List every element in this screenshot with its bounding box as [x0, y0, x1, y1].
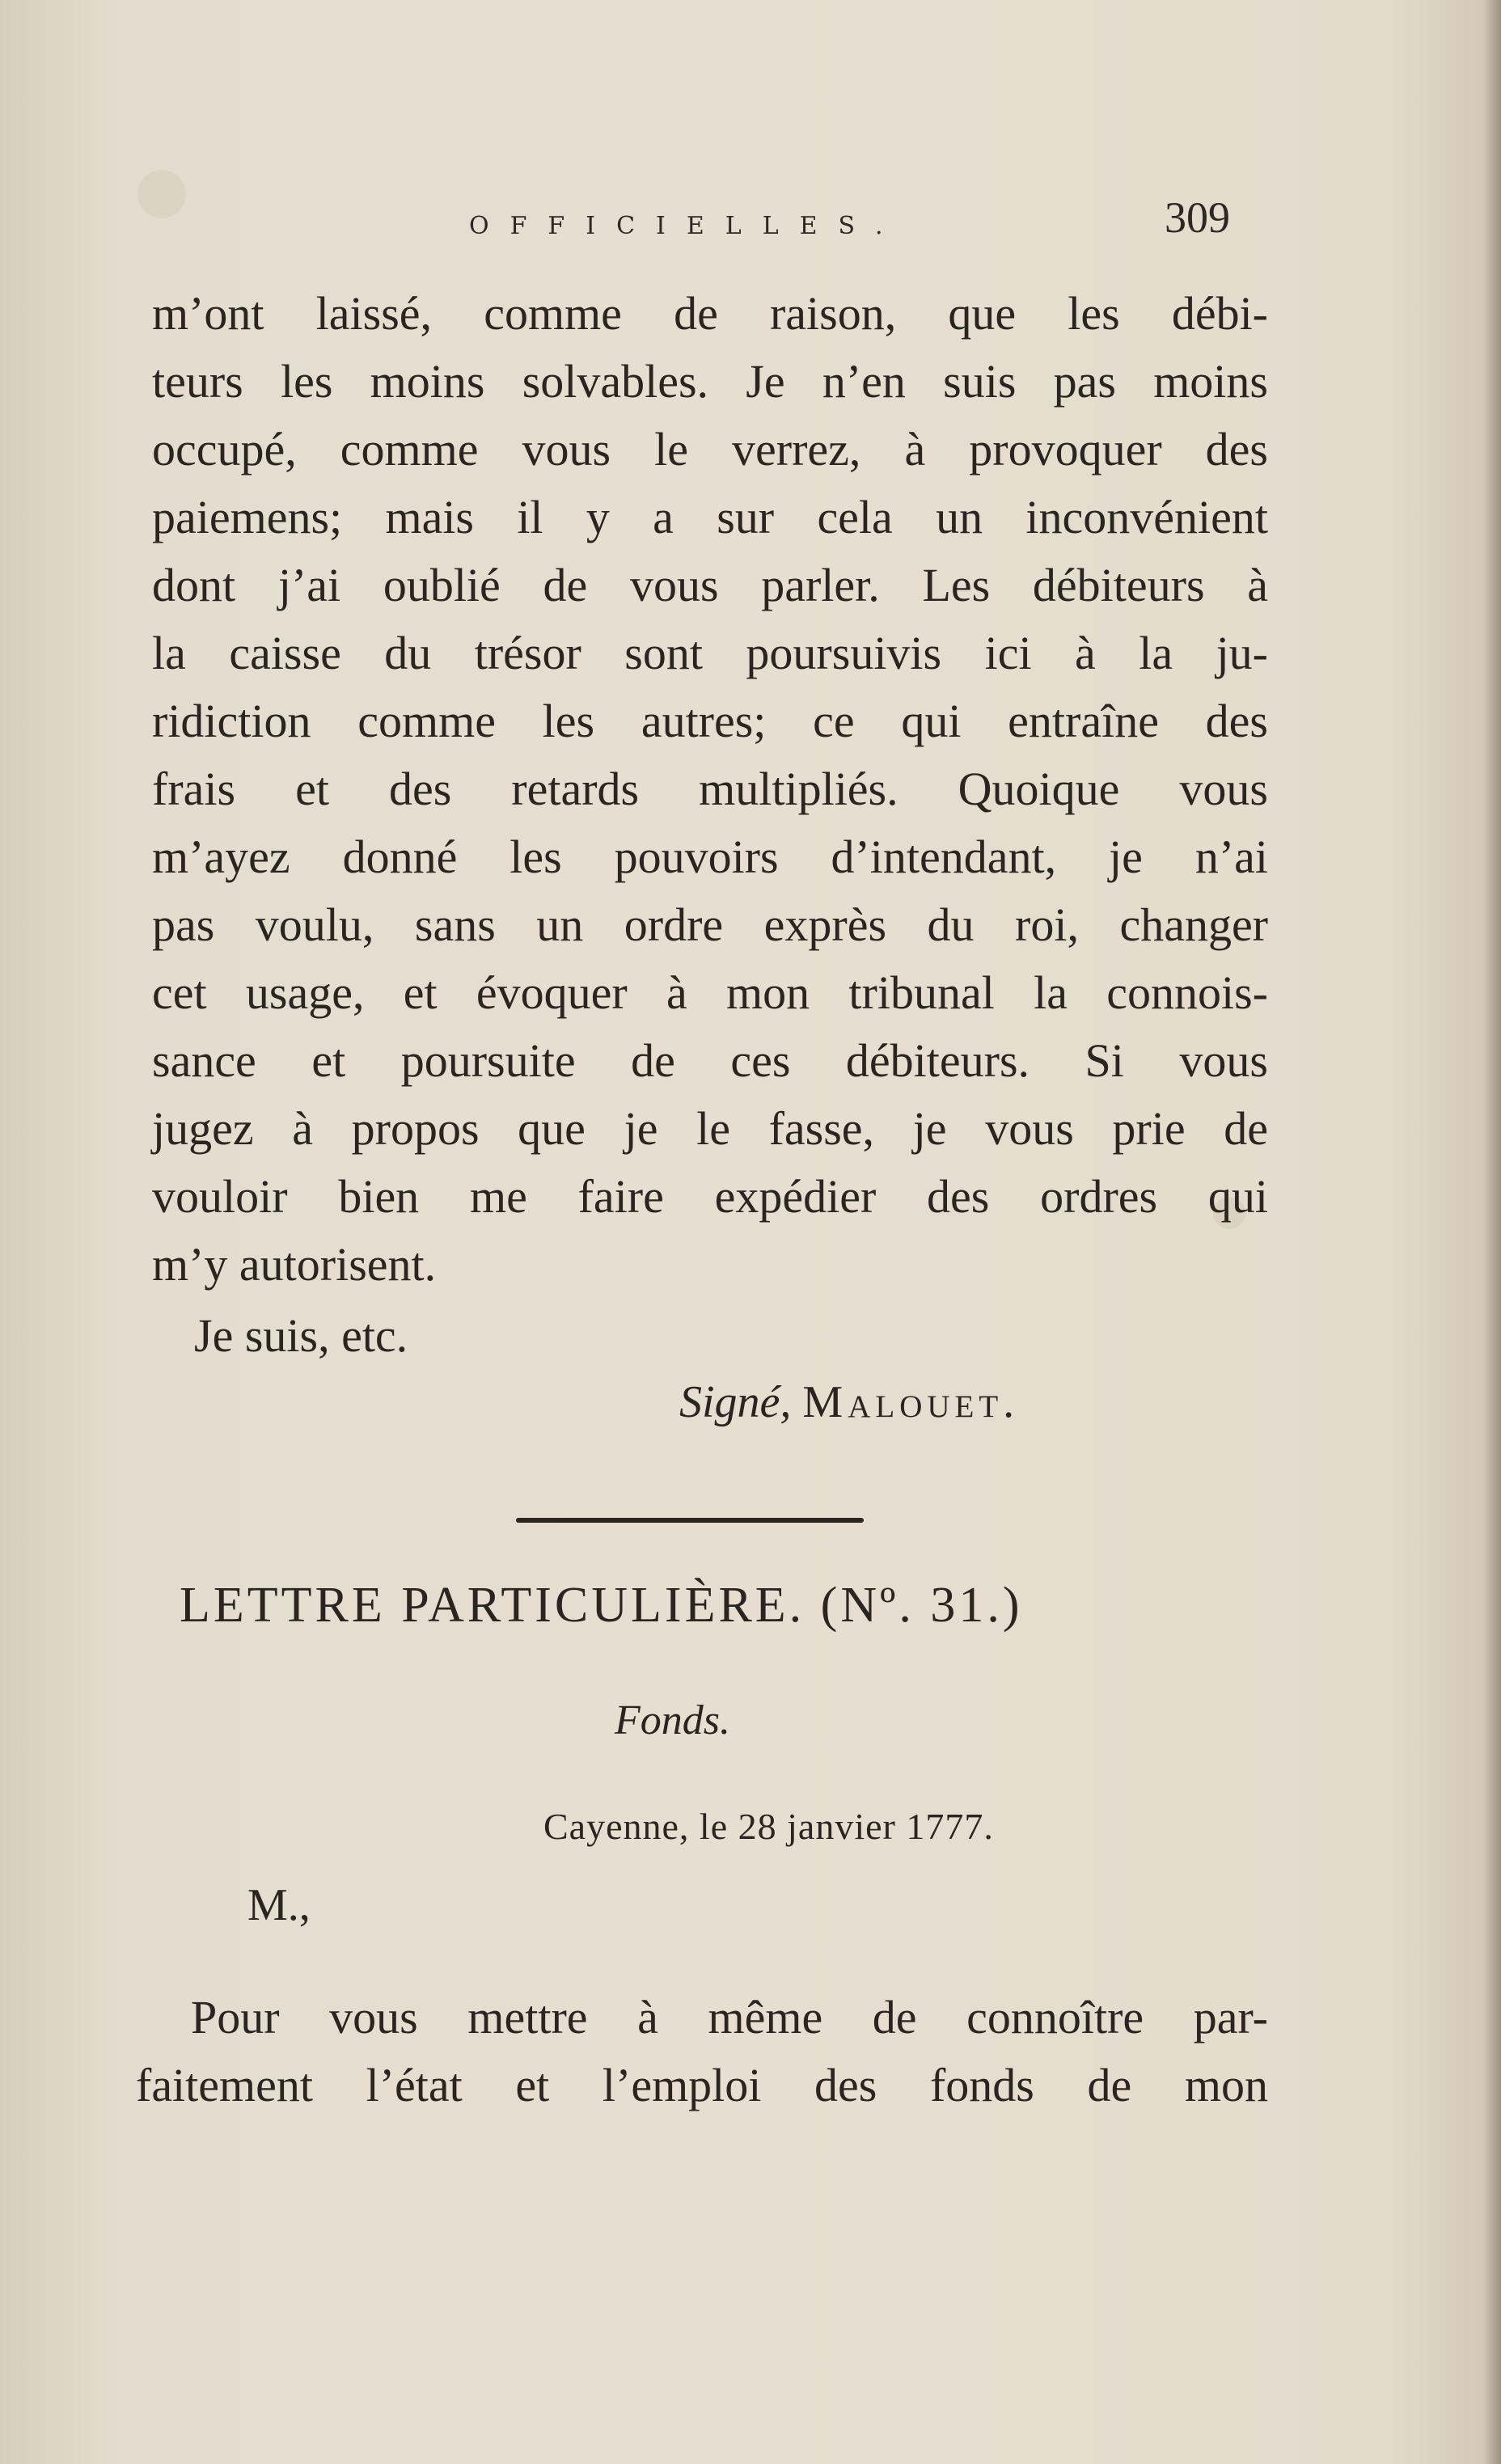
text-line: teurs les moins solvables. Je n’en suis pas moins [152, 355, 1268, 408]
text-line: occupé, comme vous le verrez, à provoquer des [152, 423, 1268, 475]
signature-line [679, 1376, 1019, 1428]
text-line: ridiction comme les autres; ce qui entraîne des [152, 695, 1268, 747]
text-line: cet usage, et évoquer à mon tribunal la connois- [152, 966, 1268, 1019]
text-line: jugez à propos que je le fasse, je vous prie de [152, 1102, 1268, 1155]
text-line: paiemens; mais il y a sur cela un inconvénient [152, 491, 1268, 543]
running-head: OFFICIELLES. [469, 212, 904, 240]
page-number: 309 [1165, 193, 1230, 242]
text-line: la caisse du trésor sont poursuivis ici à la ju- [152, 627, 1268, 679]
letter-subject: Fonds. [615, 1697, 730, 1743]
text-line: vouloir bien me faire expédier des ordres qui [152, 1170, 1268, 1223]
text-line: m’ayez donné les pouvoirs d’intendant, je n’ai [152, 830, 1268, 883]
page-edge-shadow [1483, 0, 1501, 2464]
signatory-name: Malouet. [802, 1377, 1020, 1427]
text-line: dont j’ai oublié de vous parler. Les débiteurs à [152, 559, 1268, 611]
letter-salutation: M., [247, 1880, 311, 1930]
section-divider [516, 1518, 864, 1523]
text-line: Pour vous mettre à même de connoître par- [191, 1991, 1268, 2043]
text-line: pas voulu, sans un ordre exprès du roi, changer [152, 898, 1268, 951]
letter-dateline: Cayenne, le 28 janvier 1777. [543, 1806, 994, 1847]
text-line: frais et des retards multipliés. Quoique vous [152, 763, 1268, 815]
paper-stain [137, 170, 186, 218]
text-line: m’y autorisent. [152, 1238, 437, 1291]
letter-body-text [136, 1983, 1268, 2119]
text-line: sance et poursuite de ces débiteurs. Si vous [152, 1034, 1268, 1087]
text-line: faitement l’état et l’emploi des fonds de mon [136, 2059, 1268, 2111]
closing-formula: Je suis, etc. [194, 1309, 408, 1362]
letter-heading: LETTRE PARTICULIÈRE. (Nº. 31.) [180, 1578, 1023, 1633]
letter-continuation-text [152, 280, 1268, 1299]
signed-label: Signé, [679, 1377, 792, 1427]
text-line: m’ont laissé, comme de raison, que les débi- [152, 287, 1268, 340]
